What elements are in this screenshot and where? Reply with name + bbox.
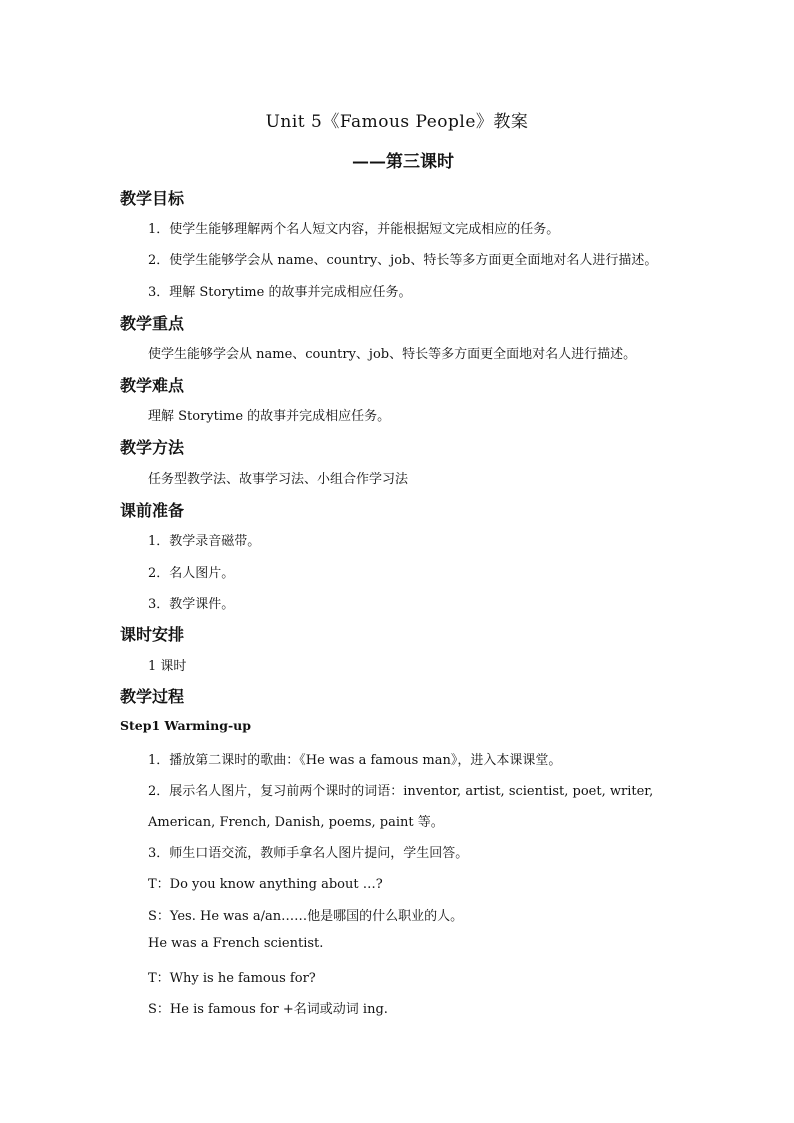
- difficulties-text: 理解 Storytime 的故事并完成相应任务。: [148, 409, 391, 424]
- schedule-text: 1 课时: [148, 659, 187, 674]
- key-points-text: 使学生能够学会从 name、country、job、特长等多方面更全面地对名人进行描述。: [148, 347, 637, 362]
- heading-schedule: 课时安排: [120, 625, 185, 644]
- preparation-item: 2．名人图片。: [148, 566, 235, 581]
- process-line: American, French, Danish, poems, paint 等。: [148, 815, 444, 830]
- process-line: S：He is famous for +名词或动词 ing.: [148, 1002, 388, 1017]
- process-line: T：Why is he famous for?: [148, 971, 316, 986]
- process-line: He was a French scientist.: [148, 936, 324, 951]
- step1-title: Step1 Warming-up: [120, 718, 251, 733]
- page-title: Unit 5《Famous People》教案: [265, 112, 529, 132]
- process-line: S：Yes. He was a/an……他是哪国的什么职业的人。: [148, 909, 464, 924]
- heading-goals: 教学目标: [120, 189, 185, 208]
- preparation-item: 3．教学课件。: [148, 597, 235, 612]
- process-line: 3．师生口语交流，教师手拿名人图片提问，学生回答。: [148, 846, 469, 861]
- heading-key-points: 教学重点: [120, 314, 185, 333]
- process-line: 2．展示名人图片，复习前两个课时的词语：inventor, artist, scientist, poet, writer,: [148, 784, 654, 799]
- methods-text: 任务型教学法、故事学习法、小组合作学习法: [148, 472, 409, 487]
- heading-difficulties: 教学难点: [120, 376, 185, 395]
- preparation-item: 1．教学录音磁带。: [148, 534, 261, 549]
- goal-item: 3．理解 Storytime 的故事并完成相应任务。: [148, 285, 412, 300]
- heading-process: 教学过程: [120, 687, 185, 706]
- process-line: 1．播放第二课时的歌曲：《He was a famous man》，进入本课课堂。: [148, 753, 562, 768]
- heading-preparation: 课前准备: [120, 501, 185, 520]
- heading-methods: 教学方法: [120, 438, 185, 457]
- goal-item: 1．使学生能够理解两个名人短文内容，并能根据短文完成相应的任务。: [148, 222, 560, 237]
- goal-item: 2．使学生能够学会从 name、country、job、特长等多方面更全面地对名人进行描述。: [148, 253, 658, 268]
- page-subtitle: ——第三课时: [352, 152, 454, 172]
- process-line: T：Do you know anything about …?: [148, 877, 383, 892]
